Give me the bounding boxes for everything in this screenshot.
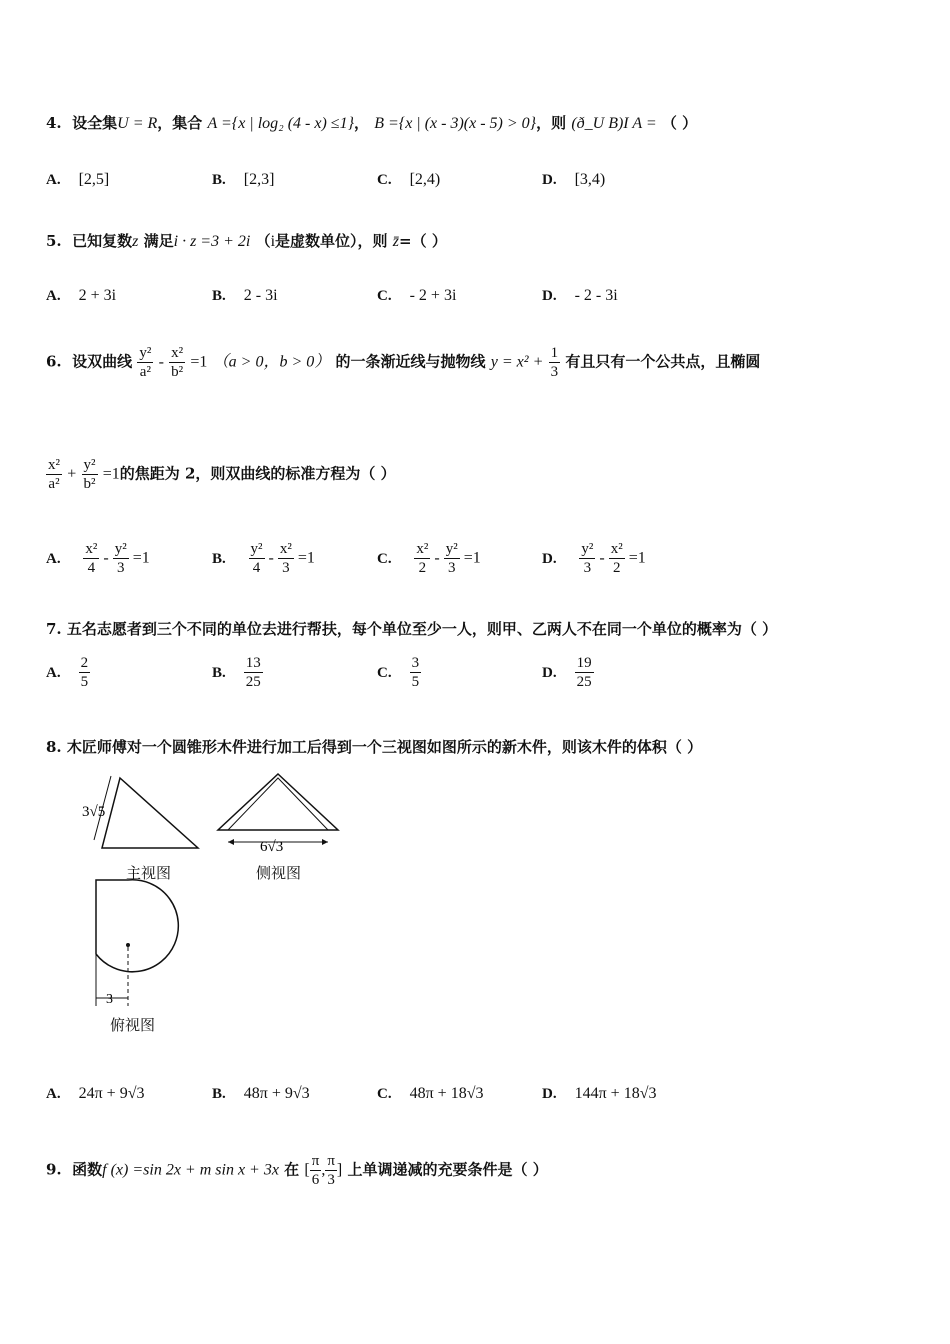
front-view-dimension: 3√5 (82, 804, 106, 820)
q8-option-b: B. 48π + 9√3 (212, 1085, 310, 1102)
q5-option-b: B. 2 - 3i (212, 287, 278, 304)
q8-option-c: C. 48π + 18√3 (377, 1085, 484, 1102)
q6-option-c: C. $\frac{\text{x²}}{2}$ - $\frac{\text{y²}}{3}$ =1 (377, 541, 481, 576)
side-view-dimension: 6√3 (260, 839, 284, 855)
question-8: 8. 木匠师傅对一个圆锥形木件进行加工后得到一个三视图如图所示的新木件，则该木件的体积（ ） (46, 738, 703, 756)
question-4: 4. 设全集U = R，集合 A ={x | log₂ (4 - x) ≤1}， B ={x | (x - 3)(x - 5) > 0}，则 (ð_U B)I A = （ ） (46, 114, 698, 132)
question-6: 6. 设双曲线 $\frac{\text{y²}}{\text{a²}}$ - $\frac{\text{x²}}{\text{b²}}$ =1 （a > 0，b > 0） 的一条渐近线与抛物线 y = x² + $\frac{1}{3}$ 有且只有一个公共点，且椭圆 (46, 345, 761, 380)
side-view-inner-lines (228, 778, 328, 830)
hyperbola-term-x: $\frac{\text{x²}}{\text{b²}}$ (171, 345, 184, 380)
q4-option-a: A. [2,5] (46, 171, 110, 188)
q6-option-b: B. $\frac{\text{y²}}{4}$ - $\frac{\text{x²}}{3}$ =1 (212, 541, 315, 576)
q5-option-a: A. 2 + 3i (46, 287, 117, 304)
q6-option-a: A. $\frac{\text{x²}}{4}$ - $\frac{\text{y²}}{3}$ =1 (46, 541, 150, 576)
interval-right: $\frac{\pi}{3}$ (327, 1153, 335, 1188)
q5-option-c: C. - 2 + 3i (377, 287, 457, 304)
front-view-label: 主视图 (126, 864, 172, 882)
q8-option-d: D. 144π + 18√3 (542, 1085, 657, 1102)
top-view-dimension: 3 (106, 992, 113, 1007)
q7-option-a: A. $\frac{2}{5}$ (46, 655, 89, 690)
top-view-label: 俯视图 (110, 1016, 156, 1034)
q8-option-a: A. 24π + 9√3 (46, 1085, 145, 1102)
ellipse-term-x: $\frac{\text{x²}}{\text{a²}}$ (48, 457, 60, 492)
hyperbola-term-y: $\frac{\text{y²}}{\text{a²}}$ (139, 345, 152, 380)
parabola-fraction: $\frac{1}{3}$ (550, 345, 559, 380)
q7-option-b: B. $\frac{13}{25}$ (212, 655, 261, 690)
side-view-label: 侧视图 (256, 864, 302, 882)
top-view-figure (88, 872, 193, 1014)
top-view-center-dot (126, 943, 130, 947)
interval-left: $\frac{\pi}{6}$ (311, 1153, 320, 1188)
question-9: 9. 函数f (x) =sin 2x + m sin x + 3x 在 [ $\frac{\pi}{6}$ , $\frac{\pi}{3}$ ] 上单调递减的充要条件是（ ） (46, 1153, 548, 1188)
front-view-figure (80, 770, 205, 855)
side-view-arrow-left (228, 839, 234, 845)
q4-option-d: D. [3,4) (542, 171, 606, 188)
question-6-line-2: $\frac{\text{x²}}{\text{a²}}$ + $\frac{\text{y²}}{\text{b²}}$ =1的焦距为 2，则双曲线的标准方程为（ ） (48, 457, 396, 492)
q6-option-d: D. $\frac{\text{y²}}{3}$ - $\frac{\text{x²}}{2}$ =1 (542, 541, 646, 576)
side-view-figure (212, 768, 347, 858)
q5-option-d: D. - 2 - 3i (542, 287, 618, 304)
q4-option-b: B. [2,3] (212, 171, 275, 188)
question-5: 5. 已知复数z 满足i · z =3 + 2i （i是虚数单位），则 z̄=（ ） (46, 232, 447, 250)
ellipse-term-y: $\frac{\text{y²}}{\text{b²}}$ (83, 457, 96, 492)
q7-option-d: D. $\frac{19}{25}$ (542, 655, 592, 690)
q7-option-c: C. $\frac{3}{5}$ (377, 655, 420, 690)
side-view-arrow-right (322, 839, 328, 845)
front-view-triangle (102, 778, 198, 848)
q4-option-c: C. [2,4) (377, 171, 441, 188)
top-view-outline (96, 880, 178, 972)
question-7: 7. 五名志愿者到三个不同的单位去进行帮扶，每个单位至少一人，则甲、乙两人不在同一个单位的概率为（ ） (46, 620, 778, 638)
